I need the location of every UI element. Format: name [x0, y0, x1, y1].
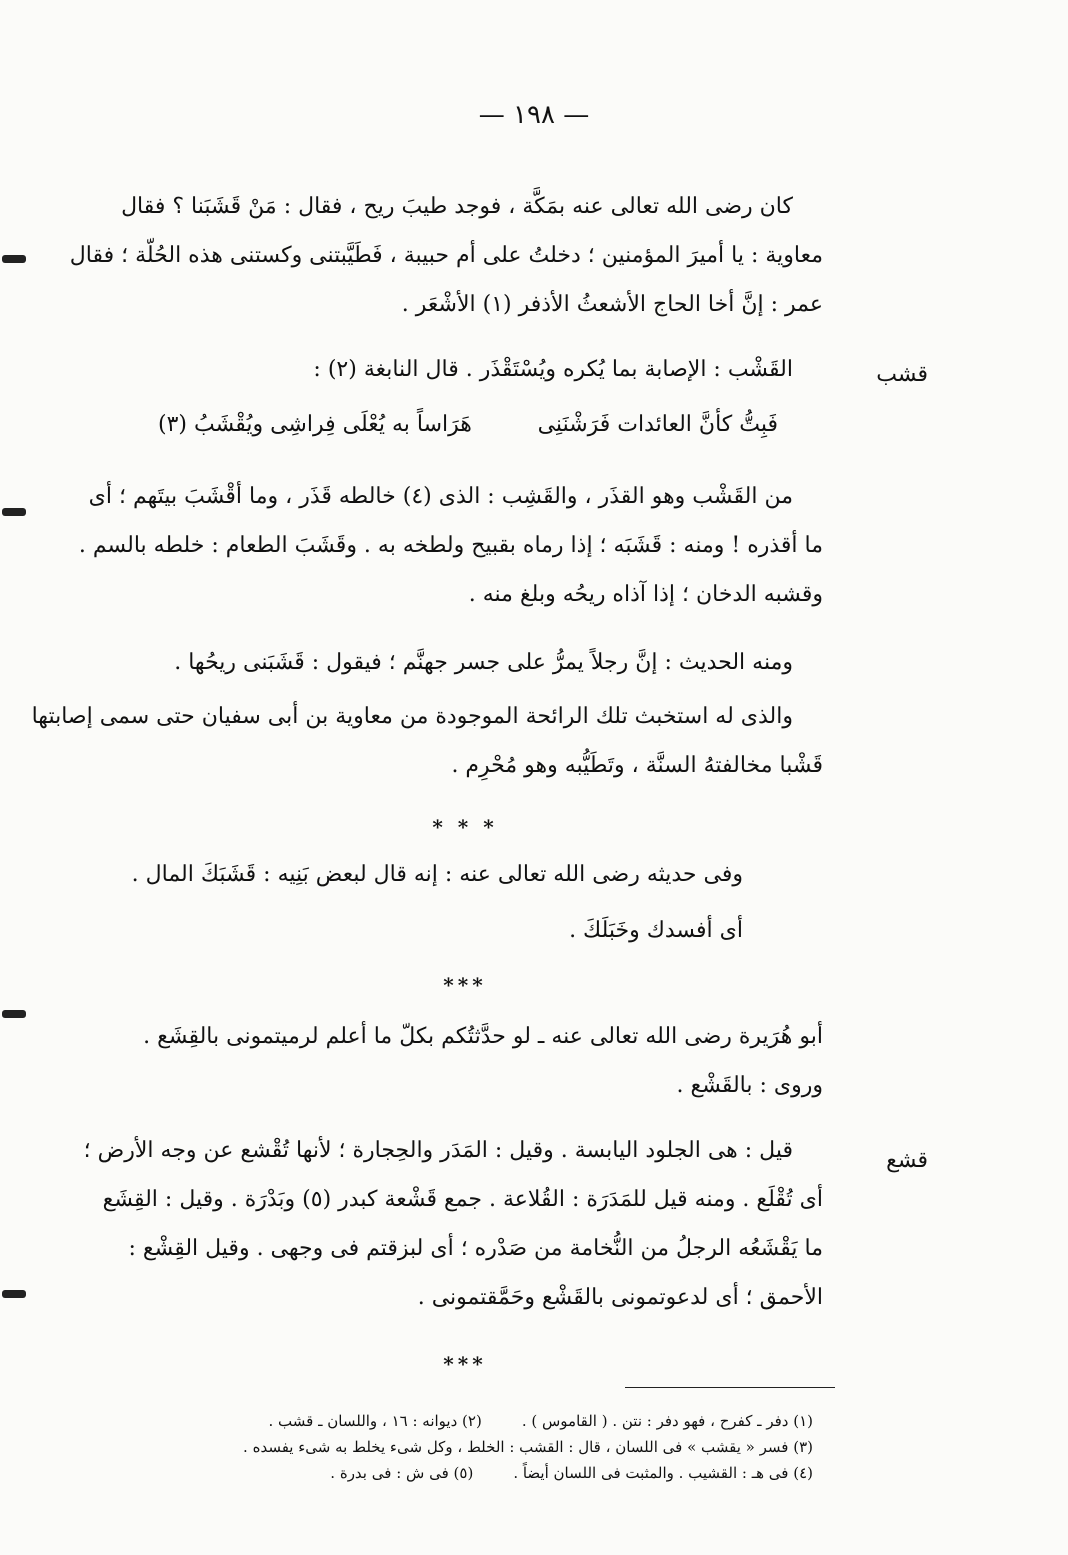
paragraph-9	[83, 1126, 823, 1322]
text-line: ما أقذره ! ومنه : قَشَبَه ؛ إذا رماه بقبيح ولطخه به . وقَشَبَ الطعام : خلطه بالسم .	[78, 533, 823, 558]
text-line: قَشْبا مخالفتهُ السنَّة ، وتَطَيُّبه وهو مُحْرِم .	[451, 753, 823, 778]
edge-mark	[2, 255, 26, 263]
edge-mark	[2, 1290, 26, 1298]
text-line: من القَشْب وهو القذَر ، والقَشِب : الذى (٤) خالطه قَذَر ، وما أقْشَبَ بيتَهم ؛ أى	[88, 484, 793, 509]
footnote: (٥) فى ش : فى بدرة .	[330, 1464, 474, 1482]
paragraph-5	[31, 692, 823, 790]
text-line: ما يَقْشَعُه الرجلُ من النُّخامة من صَدْره ؛ أى لبزقتم فى وجهى . وقيل القِشْع :	[128, 1236, 823, 1261]
side-headword: قشع	[886, 1148, 928, 1173]
paragraph-7	[113, 906, 823, 955]
edge-mark	[2, 508, 26, 516]
footnote: (٢) ديوانه : ١٦ ، واللسان ـ قشب .	[268, 1412, 482, 1430]
text-line: وروى : بالقَشْع .	[676, 1073, 823, 1098]
paragraph-8	[113, 1012, 823, 1110]
page-number: — ١٩٨ —	[478, 100, 590, 130]
text-line: معاوية : يا أميرَ المؤمنين ؛ دخلتُ على أم حبيبة ، فَطَيَّبتنى وكستنى هذه الحُلّة ؛ فقال	[69, 243, 823, 268]
section-separator: ***	[443, 973, 487, 997]
footnote: (٣) فسر « يقشب » فى اللسان ، قال : القشب : الخلط ، وكل شىء يخلط به شىء يفسده .	[243, 1438, 813, 1456]
verse-hemistich-left: هَرَاساً به يُعْلَى فِراشِى ويُقْشَبُ (٣)	[158, 412, 472, 437]
text-line: قيل : هى الجلود اليابسة . وقيل : المَدَر والحِجارة ؛ لأنها تُقْشع عن وجه الأرض ؛	[83, 1138, 793, 1163]
footnote-row	[113, 1434, 813, 1460]
text-line: عمر : إنَّ أخا الحاج الأشعثُ الأذفر (١) الأشْعَر .	[401, 292, 823, 317]
footnote: (١) دفر ـ كفرح ، فهو دفر : نتن . ( القاموس ) .	[521, 1412, 813, 1430]
text-line: ومنه الحديث : إنَّ رجلاً يمرُّ على جسر جهنَّم ؛ فيقول : قَشَبَنى ريحُها .	[174, 650, 793, 675]
footnote: (٤) فى هـ : القشيب . والمثبت فى اللسان أيضاً .	[513, 1464, 813, 1482]
text-line: أى تُقْلَع . ومنه قيل للمَدَرَة : القُلاعة . جمع قَشْعة كبدر (٥) وبَدْرَة . وقيل : القِشَع	[102, 1187, 823, 1212]
paragraph-1	[69, 182, 823, 329]
text-line: والذى له استخبث تلك الرائحة الموجودة من معاوية بن أبى سفيان حتى سمى إصابتها	[31, 704, 793, 729]
paragraph-4	[113, 638, 823, 687]
text-line: وفى حديثه رضى الله تعالى عنه : إنه قال لبعض بَنِيه : قَشَبَكَ المال .	[131, 862, 743, 887]
footnote-row	[113, 1460, 813, 1486]
text-line: القَشْب : الإصابة بما يُكره ويُسْتَقْذَر . قال النابغة (٢) :	[313, 357, 793, 382]
side-headword: قشب	[876, 362, 928, 387]
footnote-rule	[625, 1387, 835, 1388]
paragraph-2	[113, 345, 823, 394]
text-line: أبو هُرَيرة رضى الله تعالى عنه ـ لو حدَّثتُكم بكلّ ما أعلم لرميتمونى بالقِشَع .	[143, 1024, 823, 1049]
section-separator: * * *	[432, 815, 498, 839]
verse-hemistich-right: فَبِتُّ كأنَّ العائدات فَرَشْنَنِى	[537, 412, 778, 437]
text-line: الأحمق ؛ أى لدعوتمونى بالقَشْع وحَمَّقتمونى .	[417, 1285, 823, 1310]
paragraph-3	[78, 472, 823, 619]
paragraph-6	[113, 850, 823, 899]
footnote-row	[113, 1408, 813, 1434]
text-line: كان رضى الله تعالى عنه بمَكَّة ، فوجد طيبَ ريح ، فقال : مَنْ قَشَبَنا ؟ فقال	[121, 194, 793, 219]
section-separator: ***	[443, 1352, 487, 1376]
edge-mark	[2, 1010, 26, 1018]
footnotes	[113, 1408, 813, 1486]
text-line: أى أفسدك وخَبَلَكَ .	[569, 918, 743, 943]
verse-line	[158, 412, 778, 437]
text-line: وقشبه الدخان ؛ إذا آذاه ريحُه وبلغ منه .	[468, 582, 823, 607]
